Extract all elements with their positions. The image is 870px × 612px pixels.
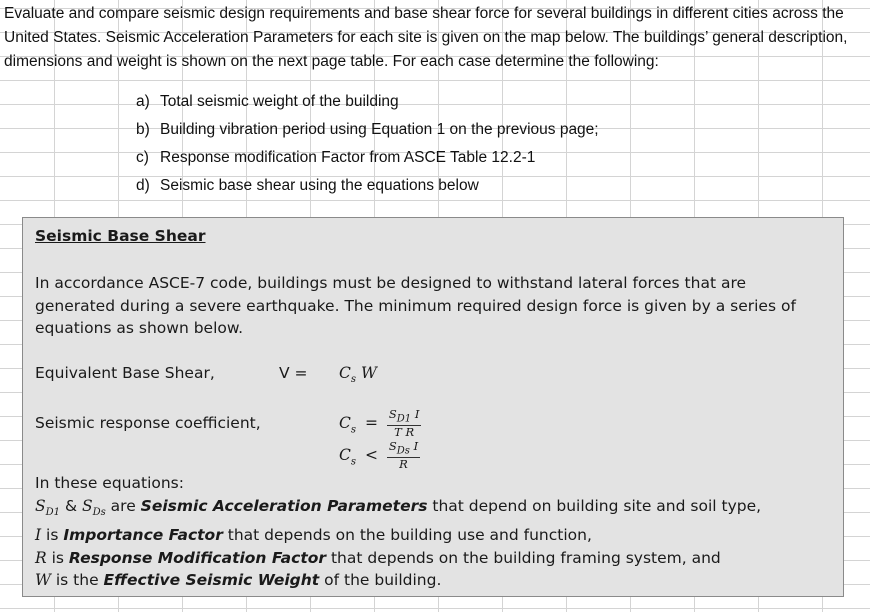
task-list: [136, 88, 599, 200]
note-text: that depends on the building framing system, and: [326, 548, 721, 567]
note-text: is: [46, 548, 69, 567]
i-symbol: I: [413, 439, 419, 453]
ds-subscript: Ds: [92, 506, 106, 518]
task-item: [136, 144, 599, 172]
notes-line-r: [35, 547, 761, 570]
term-response-modification-factor: Response Modification Factor: [68, 548, 327, 567]
note-text: that depends on the building use and function,: [222, 526, 592, 545]
cs-symbol: C: [339, 414, 351, 433]
eq1-lhs: V =: [279, 364, 308, 382]
task-label: d): [136, 177, 150, 194]
s-symbol: S: [388, 407, 397, 421]
term-seismic-acceleration-parameters: Seismic Acceleration Parameters: [140, 496, 428, 515]
fraction-sd1: [387, 408, 421, 439]
s-symbol: S: [35, 496, 46, 515]
ds-subscript: Ds: [396, 445, 410, 457]
note-text: of the building.: [319, 571, 442, 590]
term-effective-seismic-weight: Effective Seismic Weight: [103, 571, 320, 590]
fraction-sds: [387, 440, 420, 471]
task-text: Seismic base shear using the equations below: [160, 177, 479, 194]
s-symbol: S: [388, 439, 397, 453]
seismic-base-shear-box: [22, 217, 844, 597]
r-symbol: R: [35, 548, 47, 567]
less-than-operator: <: [364, 446, 378, 465]
cs-subscript: s: [350, 424, 357, 436]
note-text: is: [41, 526, 64, 545]
eq1-label: Equivalent Base Shear,: [35, 364, 215, 382]
equals-operator: =: [364, 414, 378, 433]
fraction-numerator: [387, 408, 421, 426]
w-symbol: W: [360, 364, 377, 382]
task-text: Total seismic weight of the building: [160, 93, 399, 110]
task-text: Building vibration period using Equation 1 on the previous page;: [160, 121, 599, 138]
fraction-denominator: R: [399, 457, 408, 472]
cs-subscript: s: [350, 374, 357, 386]
cs-symbol: C: [339, 446, 351, 465]
eq2-line2: [339, 440, 420, 471]
d1-subscript: D1: [396, 413, 412, 425]
task-item: [136, 116, 599, 144]
task-item: [136, 172, 599, 200]
notes: [35, 472, 761, 592]
task-label: a): [136, 93, 150, 110]
note-text: is the: [50, 571, 104, 590]
note-text: are: [105, 496, 141, 515]
i-symbol: I: [35, 526, 42, 545]
task-label: c): [136, 149, 149, 166]
notes-line-w: [35, 569, 761, 592]
task-item: [136, 88, 599, 116]
notes-line-sd: [35, 495, 761, 525]
eq2-line1: [339, 408, 421, 439]
notes-intro: In these equations:: [35, 474, 184, 492]
fraction-numerator: [387, 440, 420, 458]
w-symbol: W: [35, 571, 51, 590]
eq2-label: Seismic response coefficient,: [35, 414, 261, 432]
task-label: b): [136, 121, 150, 138]
ampersand: &: [60, 496, 82, 515]
cs-subscript: s: [350, 456, 357, 468]
fraction-denominator: T R: [394, 425, 415, 440]
box-paragraph: In accordance ASCE-7 code, buildings must be designed to withstand lateral forces that are generated during a severe earthquake. The minimum required design force is given by a series of equations as shown below.: [35, 274, 796, 337]
cs-symbol: C: [339, 364, 351, 382]
notes-line-i: [35, 524, 761, 547]
task-text: Response modification Factor from ASCE Table 12.2-1: [160, 149, 536, 166]
intro-paragraph: Evaluate and compare seismic design requirements and base shear force for several buildings in different cities across the United States. Seismic Acceleration Parameters for each site is given on the map below. The buildings’ general description, dimensions and weight is shown on the next page table. For each case determine the following:: [4, 5, 848, 70]
eq1-rhs: [339, 364, 377, 385]
box-heading: Seismic Base Shear: [35, 227, 206, 245]
note-text: that depend on building site and soil type,: [427, 496, 762, 515]
d1-subscript: D1: [45, 506, 61, 518]
s-symbol: S: [81, 496, 93, 515]
term-importance-factor: Importance Factor: [63, 526, 223, 545]
i-symbol: I: [414, 407, 420, 421]
